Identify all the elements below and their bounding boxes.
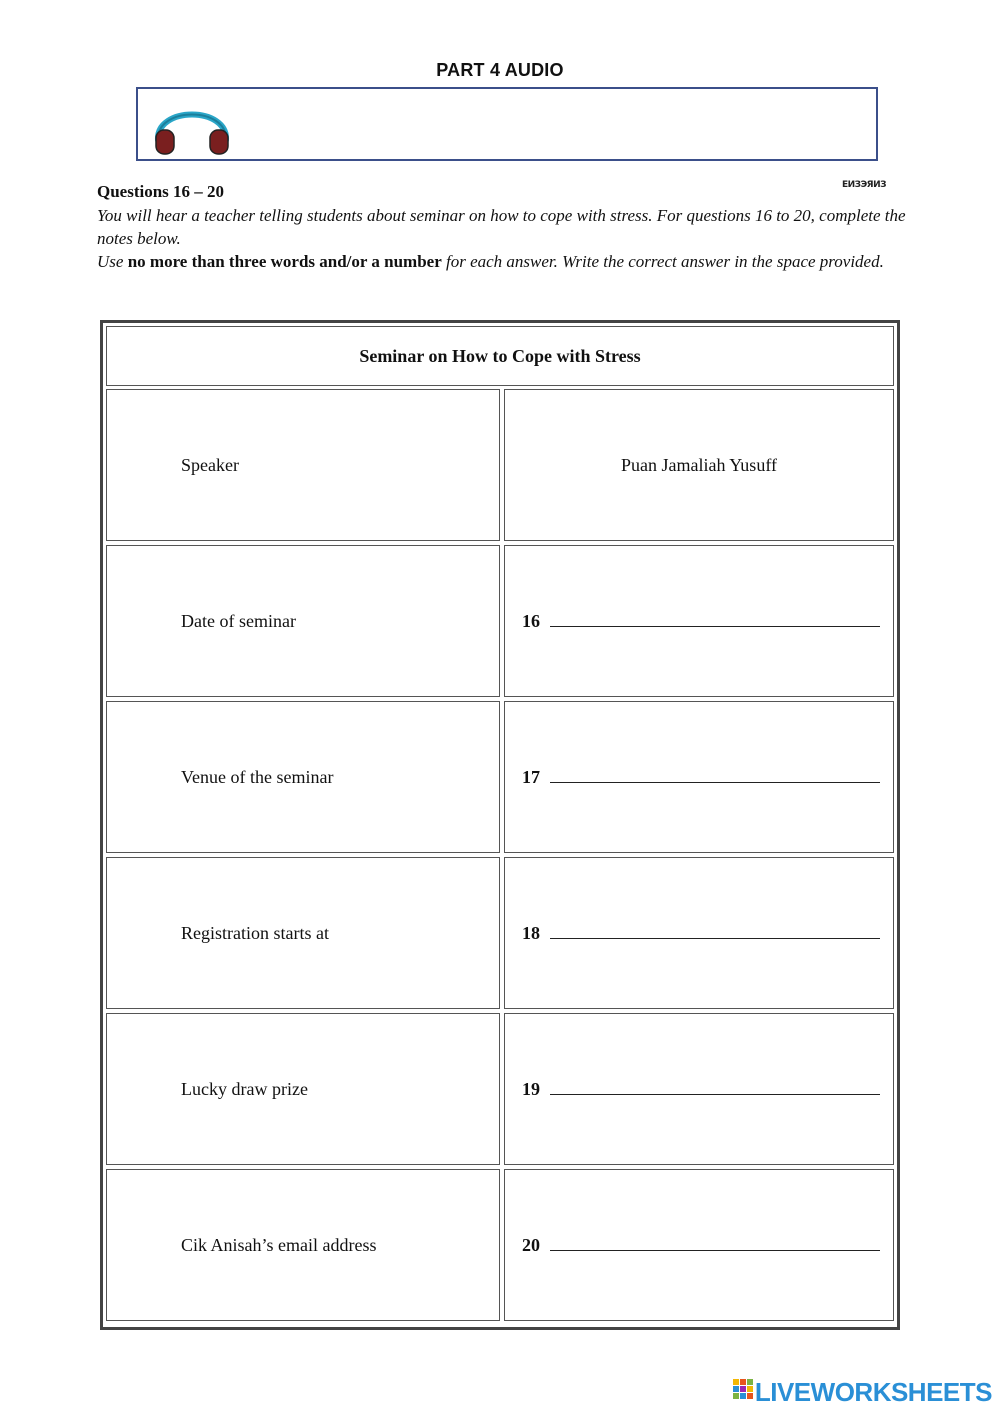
answer-blank-18[interactable]: [550, 937, 880, 939]
table-row: [106, 857, 894, 1009]
table-row: [106, 545, 894, 697]
instruction-rest: for each answer. Write the correct answer in the space provided.: [446, 252, 884, 271]
answer-blank-20[interactable]: [550, 1249, 880, 1251]
answer-cell-17: [504, 701, 894, 853]
row-label: Registration starts at: [106, 857, 500, 1009]
liveworksheets-logo[interactable]: [733, 1377, 992, 1407]
row-label: Date of seminar: [106, 545, 500, 697]
part-title: PART 4 AUDIO: [436, 60, 564, 80]
liveworksheets-icon: [733, 1379, 755, 1405]
row-label: Cik Anisah’s email address: [106, 1169, 500, 1321]
question-number: 19: [522, 1078, 540, 1099]
instruction-use: Use: [97, 252, 124, 271]
seminar-notes-table: [100, 320, 900, 1330]
question-code: ЕИЗЭЯИЗ: [842, 180, 887, 190]
instruction-bold: no more than three words and/or a number: [127, 252, 442, 271]
instruction-line-1: You will hear a teacher telling students about seminar on how to cope with stress. For questions 16 to 20, complete the notes below.: [97, 206, 906, 248]
answer-blank-16[interactable]: [550, 625, 880, 627]
answer-cell-20: [504, 1169, 894, 1321]
answer-blank-17[interactable]: [550, 781, 880, 783]
brand-name: LIVEWORKSHEETS: [754, 1376, 992, 1407]
row-label: Lucky draw prize: [106, 1013, 500, 1165]
answer-cell-18: [504, 857, 894, 1009]
table-row: [106, 701, 894, 853]
question-number: 16: [522, 610, 540, 631]
audio-player-box[interactable]: [136, 87, 878, 161]
headphones-icon[interactable]: [150, 92, 234, 158]
table-row: [106, 1013, 894, 1165]
table-row: [106, 1169, 894, 1321]
questions-heading: Questions 16 – 20: [97, 182, 225, 201]
answer-blank-19[interactable]: [550, 1093, 880, 1095]
row-label: Venue of the seminar: [106, 701, 500, 853]
answer-cell-16: [504, 545, 894, 697]
question-number: 17: [522, 766, 540, 787]
instruction-paragraph-1: [97, 204, 912, 250]
table-row: [106, 389, 894, 541]
instruction-paragraph-2: [97, 250, 912, 273]
question-number: 20: [522, 1234, 540, 1255]
question-number: 18: [522, 922, 540, 943]
row-value: Puan Jamaliah Yusuff: [504, 389, 894, 541]
table-title: Seminar on How to Cope with Stress: [106, 326, 894, 386]
answer-cell-19: [504, 1013, 894, 1165]
row-label: Speaker: [106, 389, 500, 541]
